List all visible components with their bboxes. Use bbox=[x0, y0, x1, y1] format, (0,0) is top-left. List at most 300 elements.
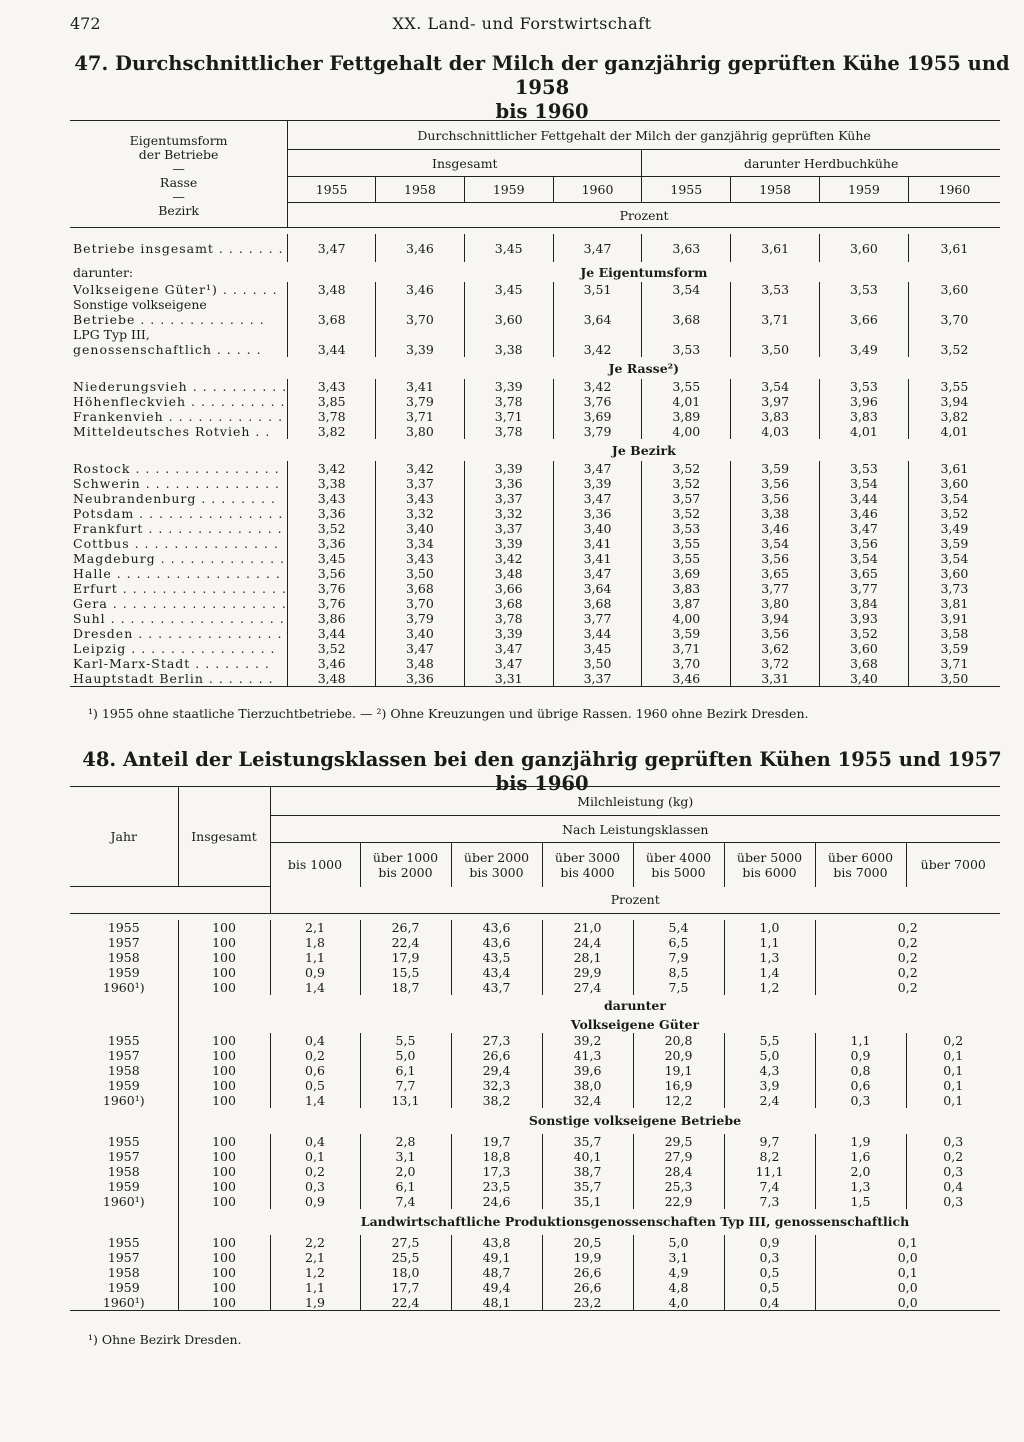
table-cell-value: 3,57 bbox=[642, 491, 731, 506]
table-cell-value: 3,54 bbox=[820, 551, 909, 566]
table-cell-value: 3,64 bbox=[553, 581, 642, 596]
table48-class-header bbox=[815, 843, 906, 887]
table-cell-value: 1,9 bbox=[270, 1295, 360, 1311]
stub-head-line: Rasse bbox=[159, 175, 198, 190]
table47-year-header: 1955 bbox=[642, 177, 731, 203]
class-line2: bis 7000 bbox=[833, 864, 888, 880]
table-cell-value: 3,56 bbox=[731, 551, 820, 566]
table-cell-value: 3,39 bbox=[376, 342, 465, 357]
table-cell-value: 1,1 bbox=[270, 950, 360, 965]
table-cell-value: 41,3 bbox=[542, 1048, 633, 1063]
table-cell-value: 3,42 bbox=[553, 342, 642, 357]
table-row bbox=[70, 581, 1000, 596]
row-total: 100 bbox=[178, 1280, 270, 1295]
table-cell-value: 0,3 bbox=[906, 1194, 1000, 1209]
table-cell-value: 0,9 bbox=[270, 1194, 360, 1209]
class-line1: über 4000 bbox=[645, 849, 712, 865]
row-label: Frankfurt . . . . . . . . . . . . . . bbox=[73, 521, 283, 536]
row-label: Frankenvieh . . . . . . . . . . . . bbox=[73, 409, 284, 424]
table47-footnote: ¹) 1955 ohne staatliche Tierzuchtbetriebe. — ²) Ohne Kreuzungen und übrige Rassen. 1960 ohne Bezirk Dresden. bbox=[88, 706, 809, 721]
table-cell-value: 2,1 bbox=[270, 920, 360, 935]
table-cell-value: 3,56 bbox=[288, 566, 376, 581]
table-cell-value: 3,68 bbox=[642, 312, 731, 327]
table-cell-value: 1,3 bbox=[724, 950, 815, 965]
row-total: 100 bbox=[178, 1295, 270, 1311]
table-cell-value: 3,39 bbox=[464, 379, 553, 394]
section-lpg-label: Landwirtschaftliche Produktionsgenossenschaften Typ III, genossenschaftlich bbox=[360, 1214, 910, 1229]
row-year: 1957 bbox=[107, 1148, 140, 1164]
table-cell-value: 1,9 bbox=[815, 1134, 906, 1149]
table-cell-value: 3,47 bbox=[553, 566, 642, 581]
table-cell-value: 4,00 bbox=[642, 424, 731, 439]
class-line1: über 2000 bbox=[463, 849, 530, 865]
table-cell-value: 4,01 bbox=[908, 424, 1000, 439]
table-cell-value: 3,44 bbox=[820, 491, 909, 506]
table-cell-value: 3,80 bbox=[376, 424, 465, 439]
row-label: Erfurt . . . . . . . . . . . . . . . . . bbox=[73, 581, 287, 596]
table-row bbox=[70, 536, 1000, 551]
table-cell-value: 3,66 bbox=[820, 312, 909, 327]
table-cell-value: 19,7 bbox=[451, 1134, 542, 1149]
table-cell-value: 3,46 bbox=[642, 671, 731, 687]
table-cell-value: 3,94 bbox=[731, 611, 820, 626]
table-cell-value: 3,77 bbox=[553, 611, 642, 626]
table-cell-value: 0,1 bbox=[906, 1093, 1000, 1108]
table-cell-value: 20,8 bbox=[633, 1033, 724, 1048]
table-cell-value: 3,48 bbox=[288, 671, 376, 687]
table-cell-value: 3,45 bbox=[288, 551, 376, 566]
table-cell-value: 3,56 bbox=[731, 476, 820, 491]
table47-group-insgesamt: Insgesamt bbox=[288, 150, 642, 177]
table47-year-header: 1959 bbox=[820, 177, 909, 203]
table-cell-value: 3,55 bbox=[642, 379, 731, 394]
table-cell-value: 43,4 bbox=[451, 965, 542, 980]
table-cell-value: 3,42 bbox=[464, 551, 553, 566]
section-rasse bbox=[70, 357, 1000, 379]
table-cell-value: 3,46 bbox=[288, 656, 376, 671]
table-cell-value: 23,2 bbox=[542, 1295, 633, 1311]
row-total: 100 bbox=[178, 1033, 270, 1048]
table-cell-value: 3,40 bbox=[553, 521, 642, 536]
table-cell-value: 0,0 bbox=[815, 1280, 1000, 1295]
table-cell-value: 3,65 bbox=[820, 566, 909, 581]
table-cell-value: 32,3 bbox=[451, 1078, 542, 1093]
table-cell-value: 3,53 bbox=[642, 342, 731, 357]
table-cell-value: 3,70 bbox=[642, 656, 731, 671]
table-cell-value: 3,53 bbox=[642, 521, 731, 536]
class-line1: über 6000 bbox=[827, 849, 894, 865]
row-year: 1960¹) bbox=[102, 1193, 145, 1209]
row-year: 1959 bbox=[107, 964, 140, 980]
table-cell-value: 3,45 bbox=[464, 234, 553, 262]
table48-class-header bbox=[451, 843, 542, 887]
table-cell-value: 3,45 bbox=[464, 282, 553, 297]
table-cell-value: 0,5 bbox=[724, 1280, 815, 1295]
row-year: 1955 bbox=[107, 1133, 140, 1149]
row-label: Mitteldeutsches Rotvieh . . bbox=[73, 424, 271, 439]
table-cell-value: 19,9 bbox=[542, 1250, 633, 1265]
table-cell-value: 3,46 bbox=[820, 506, 909, 521]
table48-class-header bbox=[724, 843, 815, 887]
section-lpg bbox=[70, 1209, 1000, 1235]
row-year: 1957 bbox=[107, 1249, 140, 1265]
table-cell-value: 6,1 bbox=[360, 1179, 451, 1194]
table-row bbox=[70, 935, 1000, 950]
table-cell-value: 0,1 bbox=[906, 1063, 1000, 1078]
table-cell-value: 3,54 bbox=[731, 379, 820, 394]
table-cell-value: 3,79 bbox=[553, 424, 642, 439]
table-cell-value: 3,1 bbox=[633, 1250, 724, 1265]
table-cell-value: 3,38 bbox=[731, 506, 820, 521]
stub-head-line: — bbox=[172, 189, 185, 204]
table-cell-value: 5,0 bbox=[724, 1048, 815, 1063]
class-line2: bis 5000 bbox=[651, 864, 706, 880]
table48-class-header bbox=[633, 843, 724, 887]
table-cell-value: 0,4 bbox=[724, 1295, 815, 1311]
row-year: 1958 bbox=[107, 1163, 140, 1179]
table-cell-value: 7,9 bbox=[633, 950, 724, 965]
table-cell-value: 3,40 bbox=[376, 521, 465, 536]
table-row bbox=[70, 1179, 1000, 1194]
table-cell-value: 3,48 bbox=[376, 656, 465, 671]
table-cell-value: 3,44 bbox=[553, 626, 642, 641]
table-cell-value: 4,01 bbox=[642, 394, 731, 409]
table-cell-value: 3,68 bbox=[820, 656, 909, 671]
table-cell-value: 24,6 bbox=[451, 1194, 542, 1209]
table-cell-value: 48,7 bbox=[451, 1265, 542, 1280]
table-cell-value: 3,71 bbox=[731, 312, 820, 327]
table-cell-value: 27,3 bbox=[451, 1033, 542, 1048]
table48-unit: Prozent bbox=[270, 887, 1000, 914]
table-cell-value: 0,2 bbox=[906, 1033, 1000, 1048]
table-cell-value: 0,5 bbox=[270, 1078, 360, 1093]
table-cell-value: 3,37 bbox=[376, 476, 465, 491]
table-cell-value: 0,8 bbox=[815, 1063, 906, 1078]
table-cell-value: 3,82 bbox=[908, 409, 1000, 424]
class-line1: bis 1000 bbox=[287, 857, 343, 873]
table-cell-value: 3,41 bbox=[553, 551, 642, 566]
table-cell-value: 0,3 bbox=[906, 1164, 1000, 1179]
table-cell-value: 8,2 bbox=[724, 1149, 815, 1164]
table-cell-value: 3,42 bbox=[288, 461, 376, 476]
table-cell-value: 3,48 bbox=[288, 282, 376, 297]
table-cell-value: 3,71 bbox=[642, 641, 731, 656]
table-row bbox=[70, 342, 1000, 357]
section-sonstige-betriebe-label: Sonstige volkseigene Betriebe bbox=[528, 1113, 742, 1128]
table-cell-value: 3,96 bbox=[820, 394, 909, 409]
table-cell-value: 3,59 bbox=[908, 536, 1000, 551]
table-cell-value: 3,76 bbox=[288, 581, 376, 596]
table-cell-value: 4,00 bbox=[642, 611, 731, 626]
table-cell-value: 3,54 bbox=[908, 491, 1000, 506]
table-cell-value: 3,47 bbox=[376, 641, 465, 656]
table-cell-value: 8,5 bbox=[633, 965, 724, 980]
table-cell-value: 3,78 bbox=[464, 394, 553, 409]
stub-head-line: der Betriebe bbox=[138, 147, 219, 162]
darunter-label: darunter: bbox=[73, 264, 134, 280]
table-cell-value: 3,48 bbox=[464, 566, 553, 581]
row-label: Leipzig . . . . . . . . . . . . . . . bbox=[73, 641, 276, 656]
table-cell-value: 43,6 bbox=[451, 935, 542, 950]
table-row bbox=[70, 611, 1000, 626]
table-cell-value: 27,5 bbox=[360, 1235, 451, 1250]
table-cell-value: 3,83 bbox=[731, 409, 820, 424]
table-cell-value: 3,84 bbox=[820, 596, 909, 611]
row-year: 1958 bbox=[107, 1264, 140, 1280]
row-label: Hauptstadt Berlin . . . . . . . bbox=[73, 671, 274, 686]
table-cell-value: 3,31 bbox=[731, 671, 820, 687]
row-label: Magdeburg . . . . . . . . . . . . . bbox=[73, 551, 285, 566]
table-cell-value: 3,32 bbox=[464, 506, 553, 521]
table-cell-value: 2,2 bbox=[270, 1235, 360, 1250]
table-cell-value: 3,41 bbox=[376, 379, 465, 394]
table-cell-value: 3,36 bbox=[376, 671, 465, 687]
row-label-line1: Sonstige volkseigene bbox=[73, 297, 207, 312]
table-cell-value: 3,65 bbox=[731, 566, 820, 581]
class-line2: bis 2000 bbox=[378, 864, 433, 880]
row-label-line1: LPG Typ III, bbox=[73, 327, 150, 342]
table-cell-value: 22,4 bbox=[360, 935, 451, 950]
table48 bbox=[70, 786, 1000, 1312]
table-cell-value: 26,7 bbox=[360, 920, 451, 935]
table-cell-value: 0,1 bbox=[906, 1078, 1000, 1093]
row-year: 1959 bbox=[107, 1178, 140, 1194]
table-cell-value: 3,50 bbox=[731, 342, 820, 357]
table-cell-value: 3,60 bbox=[820, 641, 909, 656]
table-row bbox=[70, 312, 1000, 327]
table-cell-value: 1,8 bbox=[270, 935, 360, 950]
row-year: 1960¹) bbox=[102, 1092, 145, 1108]
table-row bbox=[70, 1164, 1000, 1179]
row-total: 100 bbox=[178, 1093, 270, 1108]
table-cell-value: 2,0 bbox=[815, 1164, 906, 1179]
table-cell-value: 18,8 bbox=[451, 1149, 542, 1164]
row-label: Volkseigene Güter¹) . . . . . . bbox=[73, 282, 278, 297]
table-cell-value: 1,3 bbox=[815, 1179, 906, 1194]
table-cell-value: 26,6 bbox=[451, 1048, 542, 1063]
table-row bbox=[70, 1078, 1000, 1093]
page-number: 472 bbox=[70, 14, 101, 33]
table-cell-value: 1,0 bbox=[724, 920, 815, 935]
table-row bbox=[70, 566, 1000, 581]
row-total: 100 bbox=[178, 1063, 270, 1078]
table-cell-value: 2,1 bbox=[270, 1250, 360, 1265]
table-cell-value: 3,55 bbox=[908, 379, 1000, 394]
table-row bbox=[70, 1093, 1000, 1108]
table-cell-value: 3,60 bbox=[908, 282, 1000, 297]
table-cell-value: 0,2 bbox=[906, 1149, 1000, 1164]
table-cell-value: 0,1 bbox=[815, 1265, 1000, 1280]
table-row bbox=[70, 1235, 1000, 1250]
table-cell-value: 1,2 bbox=[270, 1265, 360, 1280]
row-label: Dresden . . . . . . . . . . . . . . . bbox=[73, 626, 283, 641]
table-cell-value: 3,46 bbox=[376, 234, 465, 262]
table-cell-value: 3,49 bbox=[908, 521, 1000, 536]
darunter-heading-label: darunter bbox=[604, 998, 666, 1013]
table-cell-value: 0,2 bbox=[270, 1164, 360, 1179]
table-cell-value: 26,6 bbox=[542, 1265, 633, 1280]
table-cell-value: 0,2 bbox=[815, 980, 1000, 995]
table-cell-value: 3,47 bbox=[553, 461, 642, 476]
table-cell-value: 3,71 bbox=[376, 409, 465, 424]
table-cell-value: 3,36 bbox=[288, 536, 376, 551]
table-row bbox=[70, 1048, 1000, 1063]
table-cell-value: 3,37 bbox=[553, 671, 642, 687]
table-cell-value: 3,43 bbox=[376, 551, 465, 566]
table-cell-value: 4,3 bbox=[724, 1063, 815, 1078]
table-cell-value: 3,44 bbox=[288, 342, 376, 357]
row-label: Betriebe . . . . . . . . . . . . . bbox=[73, 312, 265, 327]
table-cell-value: 43,8 bbox=[451, 1235, 542, 1250]
table-row bbox=[70, 282, 1000, 297]
table-cell-value: 1,4 bbox=[270, 980, 360, 995]
table-row bbox=[70, 1033, 1000, 1048]
table-cell-value: 3,78 bbox=[464, 611, 553, 626]
table-cell-value: 3,78 bbox=[464, 424, 553, 439]
table-cell-value: 3,61 bbox=[908, 461, 1000, 476]
table-cell-value: 0,0 bbox=[815, 1250, 1000, 1265]
table-cell-value: 3,72 bbox=[731, 656, 820, 671]
table-cell-value: 3,93 bbox=[820, 611, 909, 626]
stub-head-line: Eigentumsform bbox=[129, 133, 228, 148]
table-cell-value: 3,47 bbox=[288, 234, 376, 262]
table-cell-value: 3,38 bbox=[464, 342, 553, 357]
table-cell-value: 39,6 bbox=[542, 1063, 633, 1078]
row-label: Schwerin . . . . . . . . . . . . . . bbox=[73, 476, 280, 491]
table-cell-value: 27,4 bbox=[542, 980, 633, 995]
table-cell-value: 6,5 bbox=[633, 935, 724, 950]
row-label: Rostock . . . . . . . . . . . . . . . bbox=[73, 461, 280, 476]
table-cell-value: 3,52 bbox=[288, 521, 376, 536]
table-cell-value: 9,7 bbox=[724, 1134, 815, 1149]
table-cell-value: 22,4 bbox=[360, 1295, 451, 1311]
table-cell-value: 3,52 bbox=[642, 476, 731, 491]
table-cell-value: 3,47 bbox=[820, 521, 909, 536]
class-line1: über 1000 bbox=[372, 849, 439, 865]
row-total: 100 bbox=[178, 1164, 270, 1179]
table-cell-value: 4,01 bbox=[820, 424, 909, 439]
table-cell-value: 3,59 bbox=[908, 641, 1000, 656]
table-cell-value: 12,2 bbox=[633, 1093, 724, 1108]
running-head: XX. Land- und Forstwirtschaft bbox=[392, 14, 652, 33]
table48-footnote: ¹) Ohne Bezirk Dresden. bbox=[88, 1332, 242, 1347]
table-cell-value: 28,1 bbox=[542, 950, 633, 965]
row-total: 100 bbox=[178, 1134, 270, 1149]
table-cell-value: 3,51 bbox=[553, 282, 642, 297]
row-label: Cottbus . . . . . . . . . . . . . . . bbox=[73, 536, 279, 551]
table47-unit: Prozent bbox=[288, 203, 1000, 228]
class-line2: bis 4000 bbox=[560, 864, 615, 880]
table-cell-value: 0,4 bbox=[906, 1179, 1000, 1194]
table-cell-value: 4,8 bbox=[633, 1280, 724, 1295]
table-cell-value: 0,6 bbox=[815, 1078, 906, 1093]
table-cell-value: 25,5 bbox=[360, 1250, 451, 1265]
row-total: 100 bbox=[178, 950, 270, 965]
section-sonstige-betriebe bbox=[70, 1108, 1000, 1134]
table-cell-value: 3,94 bbox=[908, 394, 1000, 409]
table-cell-value: 1,5 bbox=[815, 1194, 906, 1209]
table-cell-value: 40,1 bbox=[542, 1149, 633, 1164]
table-cell-value: 18,7 bbox=[360, 980, 451, 995]
table-cell-value: 3,41 bbox=[553, 536, 642, 551]
row-year: 1955 bbox=[107, 1032, 140, 1048]
table-cell-value: 3,50 bbox=[908, 671, 1000, 687]
table-row bbox=[70, 1063, 1000, 1078]
section-eigentumsform-label: Je Eigentumsform bbox=[580, 264, 708, 280]
stub-head-line: Bezirk bbox=[158, 203, 199, 218]
table-row bbox=[70, 506, 1000, 521]
table-cell-value: 49,4 bbox=[451, 1280, 542, 1295]
row-label: Neubrandenburg . . . . . . . . bbox=[73, 491, 276, 506]
table-cell-value: 7,5 bbox=[633, 980, 724, 995]
table-cell-value: 3,60 bbox=[820, 234, 909, 262]
table-cell-value: 3,61 bbox=[731, 234, 820, 262]
table-cell-value: 3,49 bbox=[820, 342, 909, 357]
row-total: 100 bbox=[178, 1235, 270, 1250]
table-cell-value: 43,6 bbox=[451, 920, 542, 935]
table-cell-value: 3,60 bbox=[908, 566, 1000, 581]
row-total: 100 bbox=[178, 1149, 270, 1164]
table-row-label-line bbox=[70, 327, 1000, 342]
table-cell-value: 18,0 bbox=[360, 1265, 451, 1280]
table-cell-value: 3,43 bbox=[288, 379, 376, 394]
table-cell-value: 3,87 bbox=[642, 596, 731, 611]
table-row bbox=[70, 394, 1000, 409]
table-cell-value: 3,31 bbox=[464, 671, 553, 687]
table-cell-value: 3,50 bbox=[376, 566, 465, 581]
table-cell-value: 0,4 bbox=[270, 1033, 360, 1048]
table-cell-value: 0,5 bbox=[724, 1265, 815, 1280]
table-cell-value: 38,0 bbox=[542, 1078, 633, 1093]
table-cell-value: 17,3 bbox=[451, 1164, 542, 1179]
table-row bbox=[70, 551, 1000, 566]
table-cell-value: 32,4 bbox=[542, 1093, 633, 1108]
table-row bbox=[70, 1134, 1000, 1149]
table-cell-value: 3,54 bbox=[908, 551, 1000, 566]
table48-title: 48. Anteil der Leistungsklassen bei den ganzjährig geprüften Kühen 1955 und 1957 bis 1960 bbox=[82, 748, 1002, 795]
table-cell-value: 3,39 bbox=[464, 626, 553, 641]
table-cell-value: 23,5 bbox=[451, 1179, 542, 1194]
table-cell-value: 3,69 bbox=[553, 409, 642, 424]
table-row bbox=[70, 234, 1000, 262]
table-row bbox=[70, 1265, 1000, 1280]
table-row bbox=[70, 980, 1000, 995]
table-cell-value: 3,76 bbox=[553, 394, 642, 409]
table-cell-value: 0,1 bbox=[815, 1235, 1000, 1250]
table48-class-header bbox=[270, 843, 360, 887]
table-cell-value: 5,0 bbox=[633, 1235, 724, 1250]
table-cell-value: 3,36 bbox=[288, 506, 376, 521]
table-cell-value: 3,43 bbox=[288, 491, 376, 506]
table-cell-value: 7,4 bbox=[360, 1194, 451, 1209]
row-label: Karl-Marx-Stadt . . . . . . . . bbox=[73, 656, 270, 671]
table-cell-value: 3,76 bbox=[288, 596, 376, 611]
table-cell-value: 3,68 bbox=[553, 596, 642, 611]
table-cell-value: 3,44 bbox=[288, 626, 376, 641]
table47-title-line1: 47. Durchschnittlicher Fettgehalt der Milch der ganzjährig geprüften Kühe 1955 und 1958 bbox=[74, 52, 1010, 99]
table-cell-value: 3,59 bbox=[642, 626, 731, 641]
table-cell-value: 3,60 bbox=[464, 312, 553, 327]
row-label: genossenschaftlich . . . . . bbox=[73, 342, 262, 357]
table-cell-value: 3,34 bbox=[376, 536, 465, 551]
table-cell-value: 3,70 bbox=[908, 312, 1000, 327]
table-cell-value: 5,4 bbox=[633, 920, 724, 935]
table47-stub-head bbox=[70, 121, 288, 228]
table-cell-value: 3,61 bbox=[908, 234, 1000, 262]
table-row bbox=[70, 1250, 1000, 1265]
table-cell-value: 17,7 bbox=[360, 1280, 451, 1295]
table47-year-header: 1960 bbox=[908, 177, 1000, 203]
